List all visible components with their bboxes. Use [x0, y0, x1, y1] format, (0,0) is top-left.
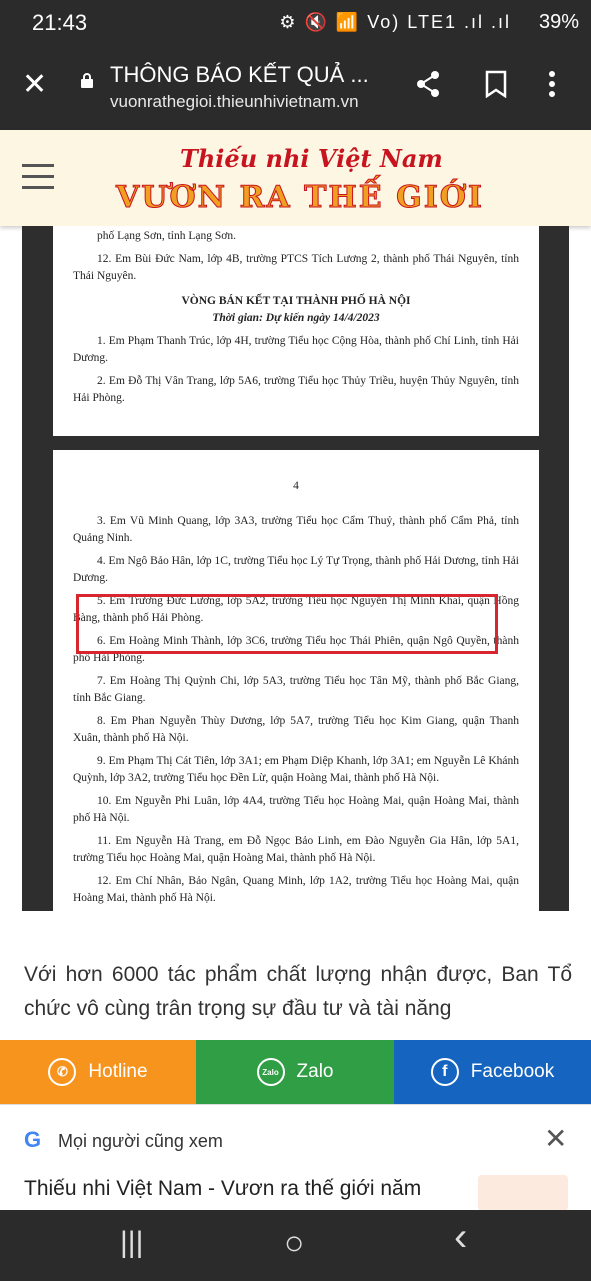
highlight-box	[76, 594, 498, 654]
section-subtitle: Thời gian: Dự kiến ngày 14/4/2023	[212, 312, 380, 324]
brand-line-2: VƯƠN RA THẾ GIỚI	[116, 180, 484, 215]
document-page	[53, 450, 539, 911]
bookmark-icon[interactable]	[484, 70, 508, 98]
zalo-label: Zalo	[296, 1061, 334, 1082]
back-button[interactable]: ‹	[454, 1215, 468, 1259]
doc-item: 3. Em Vũ Minh Quang, lớp 3A3, trường Tiểu học Cẩm Thuỷ, thành phố Cẩm Phả, tỉnh Quảng Ninh.	[73, 515, 519, 544]
doc-item: 9. Em Phạm Thị Cát Tiên, lớp 3A1; em Phạm Diệp Khanh, lớp 3A1; em Nguyễn Lê Khánh Quỳnh, lớp 3A2, trường Tiểu học Đền Lừ, quận Hoàng Mai, thành phố Hà Nội.	[73, 755, 519, 784]
share-icon[interactable]	[414, 70, 442, 98]
suggestion-label: Mọi người cũng xem	[58, 1131, 223, 1151]
brand-line-1: Thiếu nhi Việt Nam	[180, 144, 443, 173]
doc-item: 11. Em Nguyễn Hà Trang, em Đỗ Ngọc Bảo Linh, em Đào Nguyễn Gia Hân, lớp 5A1, trường Tiểu học Hoàng Mai, quận Hoàng Mai, thành phố Hà Nội.	[73, 835, 519, 864]
doc-item: 10. Em Nguyễn Phi Luân, lớp 4A4, trường Tiểu học Hoàng Mai, quận Hoàng Mai, thành phố Hà Nội.	[73, 795, 519, 824]
document-viewer[interactable]	[22, 226, 569, 911]
facebook-label: Facebook	[470, 1061, 555, 1082]
contact-action-bar	[0, 1040, 591, 1104]
doc-item: 4. Em Ngô Bảo Hân, lớp 1C, trường Tiểu học Lý Tự Trọng, thành phố Hải Dương, tỉnh Hải Dương.	[73, 555, 519, 584]
google-icon: G	[24, 1127, 42, 1152]
doc-item: 12. Em Chí Nhân, Bảo Ngân, Quang Minh, lớp 1A2, trường Tiểu học Hoàng Mai, quận Hoàng Mai, thành phố Hà Nội.	[73, 875, 519, 904]
page-url[interactable]: vuonrathegioi.thieunhivietnam.vn	[110, 92, 359, 111]
doc-item: 8. Em Phan Nguyễn Thùy Dương, lớp 5A7, trường Tiểu học Kim Giang, quận Thanh Xuân, thành phố Hà Nội.	[73, 715, 519, 744]
zalo-button[interactable]	[196, 1040, 394, 1104]
section-title: VÒNG BÁN KẾT TẠI THÀNH PHỐ HÀ NỘI	[181, 295, 411, 307]
facebook-icon: f	[431, 1058, 459, 1086]
recents-button[interactable]: |||	[120, 1226, 144, 1259]
doc-item: 5. Em Trương Đức Lương, lớp 5A2, trường Tiểu học Nguyễn Thị Minh Khai, quận Hồng Bàng, thành phố Hải Phòng.	[73, 595, 519, 624]
facebook-button[interactable]	[394, 1040, 591, 1104]
page-title: THÔNG BÁO KẾT QUẢ ...	[110, 62, 369, 87]
document-page	[53, 226, 539, 436]
status-time: 21:43	[32, 10, 88, 35]
doc-item: 1. Em Phạm Thanh Trúc, lớp 4H, trường Tiểu học Cộng Hòa, thành phố Chí Linh, tỉnh Hải Dương.	[73, 335, 519, 364]
suggestion-thumbnail[interactable]	[478, 1175, 568, 1211]
phone-icon: ✆	[48, 1058, 76, 1086]
lock-icon	[80, 72, 94, 88]
doc-line: phố Lạng Sơn, tỉnh Lạng Sơn.	[97, 230, 236, 242]
status-icons: ⚙ 🔇 📶 Vo) LTE1 .ıl .ıl	[279, 12, 511, 32]
hotline-button[interactable]	[0, 1040, 196, 1104]
more-vert-icon[interactable]	[548, 70, 556, 98]
doc-item: 6. Em Hoàng Minh Thành, lớp 3C6, trường Tiểu học Thái Phiên, quận Ngô Quyền, thành phố Hải Phòng.	[73, 635, 519, 664]
site-header	[0, 130, 591, 226]
home-button[interactable]: ○	[284, 1224, 305, 1262]
doc-item: 2. Em Đỗ Thị Vân Trang, lớp 5A6, trường Tiểu học Thủy Triều, huyện Thủy Nguyên, tỉnh Hải Phòng.	[73, 375, 519, 404]
hotline-label: Hotline	[88, 1061, 148, 1082]
suggestion-link[interactable]: Thiếu nhi Việt Nam - Vươn ra thế giới năm	[24, 1177, 422, 1200]
page-number: 4	[293, 480, 299, 492]
close-icon[interactable]: ✕	[544, 1123, 568, 1154]
close-icon[interactable]: ✕	[22, 68, 48, 101]
hamburger-menu-icon[interactable]	[22, 164, 54, 190]
zalo-icon: Zalo	[257, 1058, 285, 1086]
battery-level: 39%	[538, 11, 579, 33]
doc-item: 7. Em Hoàng Thị Quỳnh Chi, lớp 5A3, trường Tiểu học Tân Mỹ, thành phố Bắc Giang, tỉnh Bắc Giang.	[73, 675, 519, 704]
system-nav-bar	[0, 1210, 591, 1281]
doc-line: 12. Em Bùi Đức Nam, lớp 4B, trường PTCS Tích Lương 2, thành phố Thái Nguyên, tỉnh Thái Nguyên.	[73, 253, 519, 282]
browser-toolbar	[0, 48, 591, 130]
article-paragraph: Với hơn 6000 tác phẩm chất lượng nhận được, Ban Tổ chức vô cùng trân trọng sự đầu tư và tài năng	[24, 963, 572, 1020]
status-bar	[0, 0, 591, 48]
suggestion-panel	[0, 1104, 591, 1210]
